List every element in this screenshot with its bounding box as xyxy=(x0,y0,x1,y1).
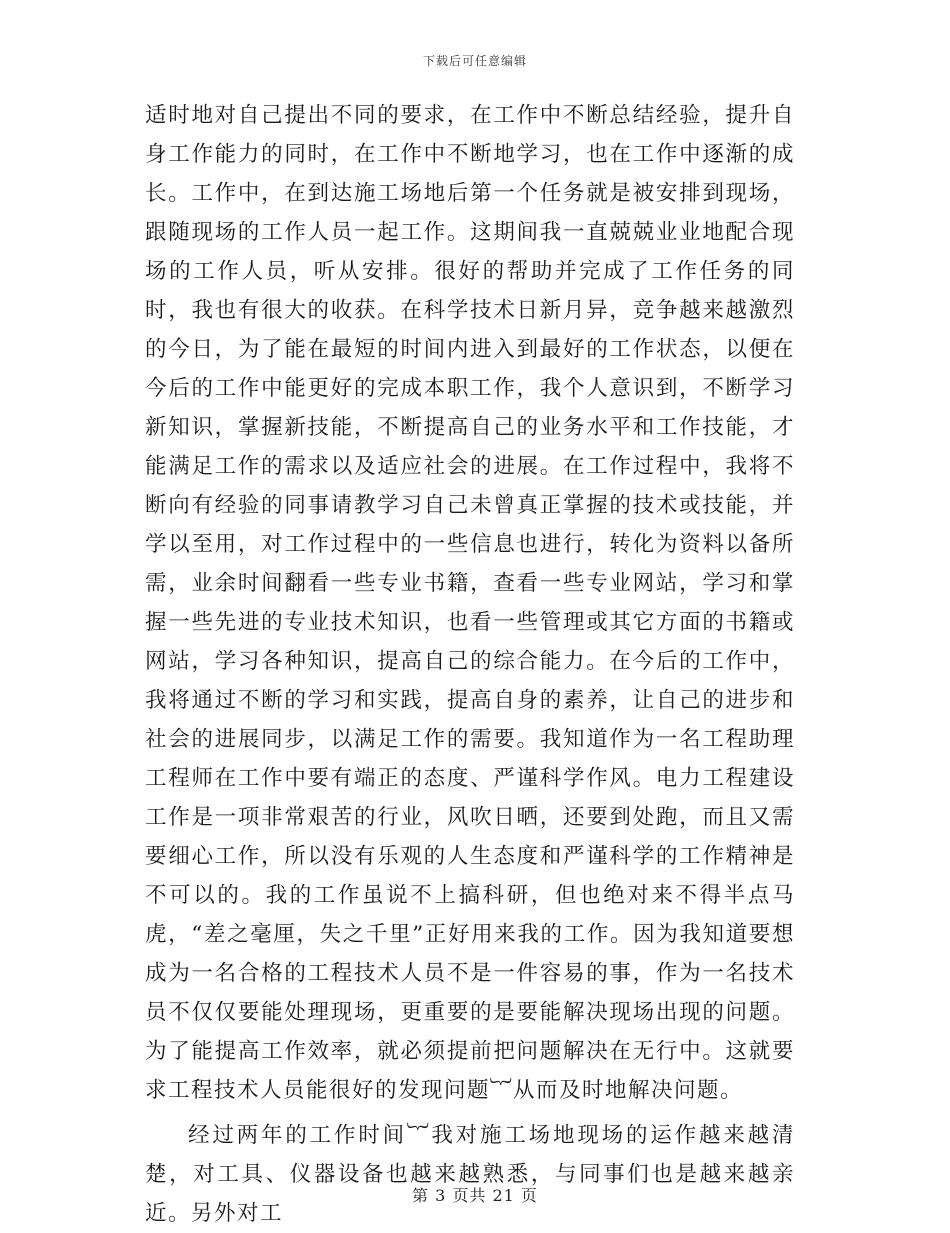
body-paragraph-1: 适时地对自己提出不同的要求，在工作中不断总结经验，提升自身工作能力的同时，在工作中不断地学习，也在工作中逐渐的成长。工作中，在到达施工场地后第一个任务就是被安排到现场，跟随现场的工作人员一起工作。这期间我一直兢兢业业地配合现场的工作人员，听从安排。很好的帮助并完成了工作任务的同时，我也有很大的收获。在科学技术日新月异，竞争越来越激烈的今日，为了能在最短的时间内进入到最好的工作状态，以便在今后的工作中能更好的完成本职工作，我个人意识到，不断学习新知识，掌握新技能，不断提高自己的业务水平和工作技能，才能满足工作的需求以及适应社会的进展。在工作过程中，我将不断向有经验的同事请教学习自己未曾真正掌握的技术或技能，并学以至用，对工作过程中的一些信息也进行，转化为资料以备所需，业余时间翻看一些专业书籍，查看一些专业网站，学习和掌握一些先进的专业技术知识，也看一些管理或其它方面的书籍或网站，学习各种知识，提高自己的综合能力。在今后的工作中，我将通过不断的学习和实践，提高自身的素养，让自己的进步和社会的进展同步，以满足工作的需要。我知道作为一名工程助理工程师在工作中要有端正的态度、严谨科学作风。电力工程建设工作是一项非常艰苦的行业，风吹日晒，还要到处跑，而且又需要细心工作，所以没有乐观的人生态度和严谨科学的工作精神是不可以的。我的工作虽说不上搞科研，但也绝对来不得半点马虎，“差之毫厘，失之千里”正好用来我的工作。因为我知道要想成为一名合格的工程技术人员不是一件容易的事，作为一名技术员不仅仅要能处理现场，更重要的是要能解决现场出现的问题。为了能提高工作效率，就必须提前把问题解决在无行中。这就要求工程技术人员能很好的发现问题︸从而及时地解决问题。 xyxy=(145,103,795,1103)
document-body xyxy=(145,96,795,1233)
page-number: 第 3 页共 21 页 xyxy=(412,1186,538,1205)
page-header: 下载后可任意编辑 xyxy=(422,54,527,68)
body-paragraph-2: 经过两年的工作时间︸我对施工场地现场的运作越来越清楚，对工具、仪器设备也越来越熟悉，与同事们也是越来越亲近。另外对工 xyxy=(145,1123,795,1226)
